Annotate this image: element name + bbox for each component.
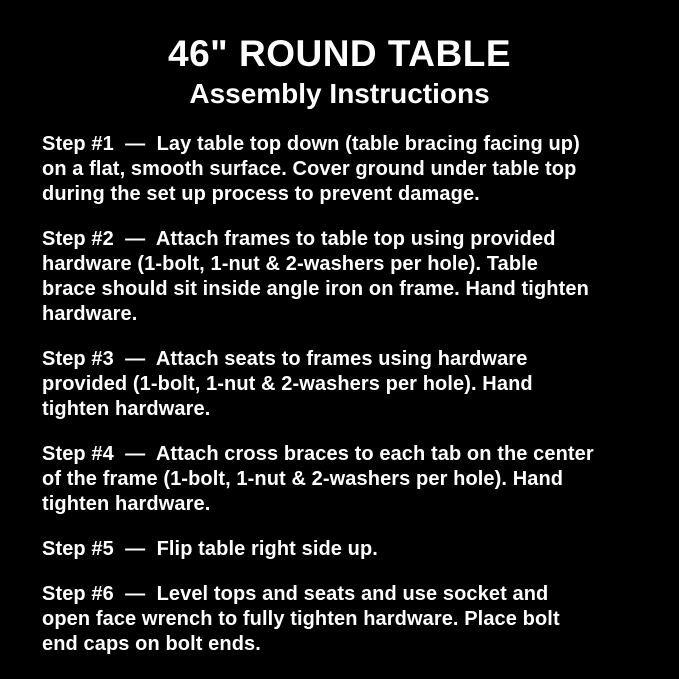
step-line: provided (1-bolt, 1-nut & 2-washers per hole). Hand (42, 373, 533, 396)
step-line: hardware. (42, 303, 138, 326)
page-title: 46" ROUND TABLE (168, 33, 511, 74)
step-line: of the frame (1-bolt, 1-nut & 2-washers per hole). Hand (42, 468, 564, 491)
step-line: hardware (1-bolt, 1-nut & 2-washers per hole). Table (42, 253, 539, 276)
step-line: during the set up process to prevent damage. (42, 183, 480, 206)
sheet-header (0, 0, 679, 110)
step-line: end caps on bolt ends. (42, 633, 261, 656)
step-line: Step #3 — Attach seats to frames using hardware (42, 348, 528, 371)
step-line: on a flat, smooth surface. Cover ground under table top (42, 158, 577, 181)
step-line: brace should sit inside angle iron on frame. Hand tighten (42, 278, 589, 301)
step-line: tighten hardware. (42, 398, 211, 421)
step-line: Step #2 — Attach frames to table top using provided (42, 228, 556, 251)
page-subtitle: Assembly Instructions (189, 78, 490, 110)
step-line: tighten hardware. (42, 493, 211, 516)
step-line: Step #6 — Level tops and seats and use socket and (42, 583, 549, 606)
step-line: Step #5 — Flip table right side up. (42, 538, 378, 561)
step-line: Step #1 — Lay table top down (table bracing facing up) (42, 133, 580, 156)
steps-list (42, 132, 649, 657)
step-line: open face wrench to fully tighten hardware. Place bolt (42, 608, 560, 631)
step-line: Step #4 — Attach cross braces to each tab on the center (42, 443, 594, 466)
